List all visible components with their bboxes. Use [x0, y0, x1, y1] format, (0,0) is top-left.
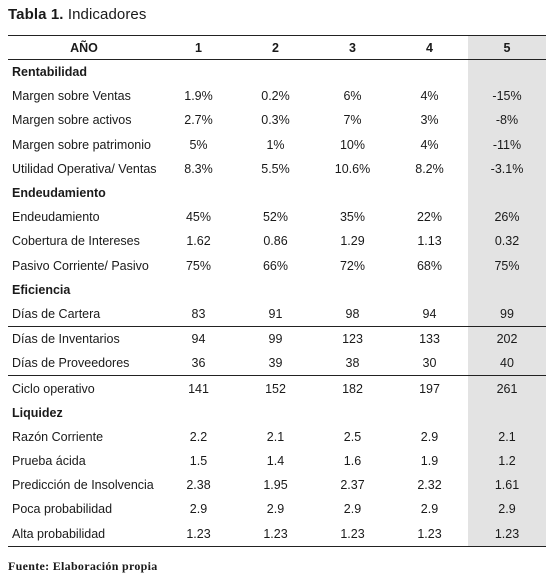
- section-label: Endeudamiento: [12, 186, 106, 201]
- value-cell-year-1: 141: [160, 376, 237, 401]
- value-cell-year-4: [391, 278, 468, 302]
- value-cell-year-3: 1.29: [340, 234, 365, 249]
- row-label: Poca probabilidad: [12, 502, 113, 517]
- row-label: Días de Proveedores: [12, 356, 130, 371]
- table-row: [8, 473, 546, 497]
- value-cell-year-1: 5%: [189, 137, 208, 152]
- value-cell-year-5: -15%: [468, 84, 546, 108]
- value-cell-year-4: [391, 60, 468, 85]
- value-cell-year-1: 1.9%: [184, 89, 213, 104]
- value-cell-year-4: 2.9: [420, 429, 439, 444]
- indicators-table: [8, 35, 546, 547]
- row-label: Endeudamiento: [12, 210, 100, 225]
- value-cell-year-3: 10%: [339, 137, 366, 152]
- table-row: [8, 522, 546, 547]
- value-cell-year-2: 0.86: [263, 234, 288, 249]
- value-cell-year-2: 1.4: [266, 454, 285, 469]
- row-label: Días de Inventarios: [8, 327, 160, 352]
- value-cell-year-1: 94: [160, 327, 237, 352]
- section-row: [8, 181, 546, 205]
- value-cell-year-3: [314, 60, 391, 85]
- source-note: Fuente: Elaboración propia: [8, 559, 158, 573]
- value-cell-year-5: [468, 278, 546, 302]
- value-cell-year-1: 45%: [185, 210, 212, 225]
- section-row: [8, 278, 546, 302]
- table-row: [8, 327, 546, 352]
- value-cell-year-4: 68%: [416, 258, 443, 273]
- row-label: Predicción de Insolvencia: [12, 478, 154, 493]
- table-row: [8, 254, 546, 278]
- value-cell-year-4: 30: [422, 356, 437, 371]
- value-cell-year-2: 152: [237, 376, 314, 401]
- value-cell-year-5: 1.2: [468, 449, 546, 473]
- value-cell-year-5: 261: [468, 376, 546, 401]
- header-cell-1: 1: [160, 36, 237, 60]
- value-cell-year-5: 40: [468, 351, 546, 376]
- value-cell-year-3: [314, 278, 391, 302]
- value-cell-year-2: 39: [268, 356, 283, 371]
- row-label: Prueba ácida: [12, 454, 86, 469]
- header-cell-year: AÑO: [8, 36, 160, 60]
- value-cell-year-3: [314, 401, 391, 425]
- row-label: Días de Cartera: [12, 306, 101, 321]
- row-label: Ciclo operativo: [8, 376, 160, 401]
- value-cell-year-2: 1%: [266, 137, 285, 152]
- section-label: Eficiencia: [12, 282, 71, 297]
- value-cell-year-5: -8%: [468, 108, 546, 132]
- row-label: Margen sobre patrimonio: [12, 137, 151, 152]
- value-cell-year-2: 2.1: [266, 429, 285, 444]
- value-cell-year-3: 6%: [343, 89, 362, 104]
- value-cell-year-4: 4%: [420, 137, 439, 152]
- value-cell-year-4: 1.13: [417, 234, 442, 249]
- value-cell-year-2: 99: [237, 327, 314, 352]
- value-cell-year-1: 1.5: [189, 454, 208, 469]
- value-cell-year-3: 35%: [339, 210, 366, 225]
- table-body: [8, 60, 546, 547]
- value-cell-year-5: 0.32: [468, 229, 546, 253]
- row-label: Utilidad Operativa/ Ventas: [12, 161, 157, 176]
- value-cell-year-2: 2.9: [266, 502, 285, 517]
- value-cell-year-2: [237, 181, 314, 205]
- value-cell-year-5: 2.1: [468, 425, 546, 449]
- table-row: [8, 133, 546, 157]
- value-cell-year-4: 22%: [416, 210, 443, 225]
- row-label: Margen sobre activos: [12, 113, 132, 128]
- value-cell-year-3: 123: [314, 327, 391, 352]
- value-cell-year-4: 3%: [420, 113, 439, 128]
- value-cell-year-3: [314, 181, 391, 205]
- value-cell-year-3: 1.23: [314, 522, 391, 547]
- section-row: [8, 60, 546, 85]
- table-row: [8, 425, 546, 449]
- value-cell-year-2: 0.2%: [261, 89, 290, 104]
- value-cell-year-5: [468, 60, 546, 85]
- header-cell-2: 2: [237, 36, 314, 60]
- row-label: Margen sobre Ventas: [12, 89, 131, 104]
- value-cell-year-5: 202: [468, 327, 546, 352]
- caption-number: Tabla 1.: [8, 6, 64, 23]
- value-cell-year-5: -3.1%: [468, 157, 546, 181]
- value-cell-year-3: 72%: [339, 258, 366, 273]
- table-row: [8, 302, 546, 327]
- table-row: [8, 351, 546, 376]
- value-cell-year-4: 133: [391, 327, 468, 352]
- value-cell-year-1: [160, 278, 237, 302]
- value-cell-year-3: 2.5: [343, 429, 362, 444]
- value-cell-year-3: 2.9: [343, 502, 362, 517]
- row-label: Pasivo Corriente/ Pasivo: [12, 258, 149, 273]
- value-cell-year-2: 52%: [262, 210, 289, 225]
- value-cell-year-1: [160, 181, 237, 205]
- value-cell-year-5: 1.61: [468, 473, 546, 497]
- value-cell-year-5: 99: [468, 302, 546, 327]
- header-cell-5: 5: [468, 36, 546, 60]
- value-cell-year-1: 2.9: [189, 502, 208, 517]
- value-cell-year-2: 66%: [262, 258, 289, 273]
- value-cell-year-4: [391, 401, 468, 425]
- value-cell-year-4: 4%: [420, 89, 439, 104]
- value-cell-year-1: 1.23: [160, 522, 237, 547]
- table-row: [8, 84, 546, 108]
- value-cell-year-4: 1.23: [391, 522, 468, 547]
- caption-title: Indicadores: [67, 6, 147, 23]
- section-label: Liquidez: [12, 405, 63, 420]
- table-row: [8, 229, 546, 253]
- table-row: [8, 108, 546, 132]
- value-cell-year-4: 2.9: [420, 502, 439, 517]
- value-cell-year-1: 2.38: [186, 478, 211, 493]
- row-label: Razón Corriente: [12, 429, 104, 444]
- value-cell-year-2: [237, 278, 314, 302]
- value-cell-year-2: 5.5%: [261, 161, 290, 176]
- value-cell-year-4: 2.32: [417, 478, 442, 493]
- value-cell-year-2: [237, 60, 314, 85]
- value-cell-year-4: [391, 181, 468, 205]
- value-cell-year-5: 75%: [468, 254, 546, 278]
- value-cell-year-1: 1.62: [186, 234, 211, 249]
- value-cell-year-2: [237, 401, 314, 425]
- value-cell-year-3: 182: [314, 376, 391, 401]
- row-label: Alta probabilidad: [8, 522, 160, 547]
- table-row: [8, 376, 546, 401]
- value-cell-year-2: 0.3%: [261, 113, 290, 128]
- value-cell-year-2: 1.23: [237, 522, 314, 547]
- section-label: Rentabilidad: [12, 65, 88, 80]
- value-cell-year-4: 8.2%: [415, 161, 444, 176]
- value-cell-year-3: 10.6%: [334, 161, 371, 176]
- value-cell-year-3: 1.6: [343, 454, 362, 469]
- value-cell-year-5: -11%: [468, 133, 546, 157]
- value-cell-year-4: 1.9: [420, 454, 439, 469]
- table-row: [8, 449, 546, 473]
- value-cell-year-1: 83: [191, 306, 206, 321]
- value-cell-year-3: 7%: [343, 113, 362, 128]
- value-cell-year-3: 2.37: [340, 478, 365, 493]
- table-row: [8, 497, 546, 521]
- value-cell-year-5: [468, 181, 546, 205]
- value-cell-year-1: 75%: [185, 258, 212, 273]
- value-cell-year-4: 197: [391, 376, 468, 401]
- value-cell-year-1: 2.2: [189, 429, 208, 444]
- value-cell-year-5: 2.9: [468, 497, 546, 521]
- header-row: [8, 36, 546, 60]
- value-cell-year-1: 36: [191, 356, 206, 371]
- table-row: [8, 205, 546, 229]
- table-caption: [8, 6, 146, 23]
- section-row: [8, 401, 546, 425]
- header-cell-3: 3: [314, 36, 391, 60]
- value-cell-year-5: 26%: [468, 205, 546, 229]
- value-cell-year-2: 1.95: [263, 478, 288, 493]
- table-row: [8, 157, 546, 181]
- value-cell-year-3: 38: [345, 356, 360, 371]
- value-cell-year-1: [160, 401, 237, 425]
- value-cell-year-3: 98: [345, 306, 360, 321]
- value-cell-year-4: 94: [422, 306, 437, 321]
- value-cell-year-5: [468, 401, 546, 425]
- value-cell-year-1: 2.7%: [184, 113, 213, 128]
- row-label: Cobertura de Intereses: [12, 234, 140, 249]
- value-cell-year-5: 1.23: [468, 522, 546, 547]
- value-cell-year-2: 91: [268, 306, 283, 321]
- value-cell-year-1: 8.3%: [184, 161, 213, 176]
- value-cell-year-1: [160, 60, 237, 85]
- header-cell-4: 4: [391, 36, 468, 60]
